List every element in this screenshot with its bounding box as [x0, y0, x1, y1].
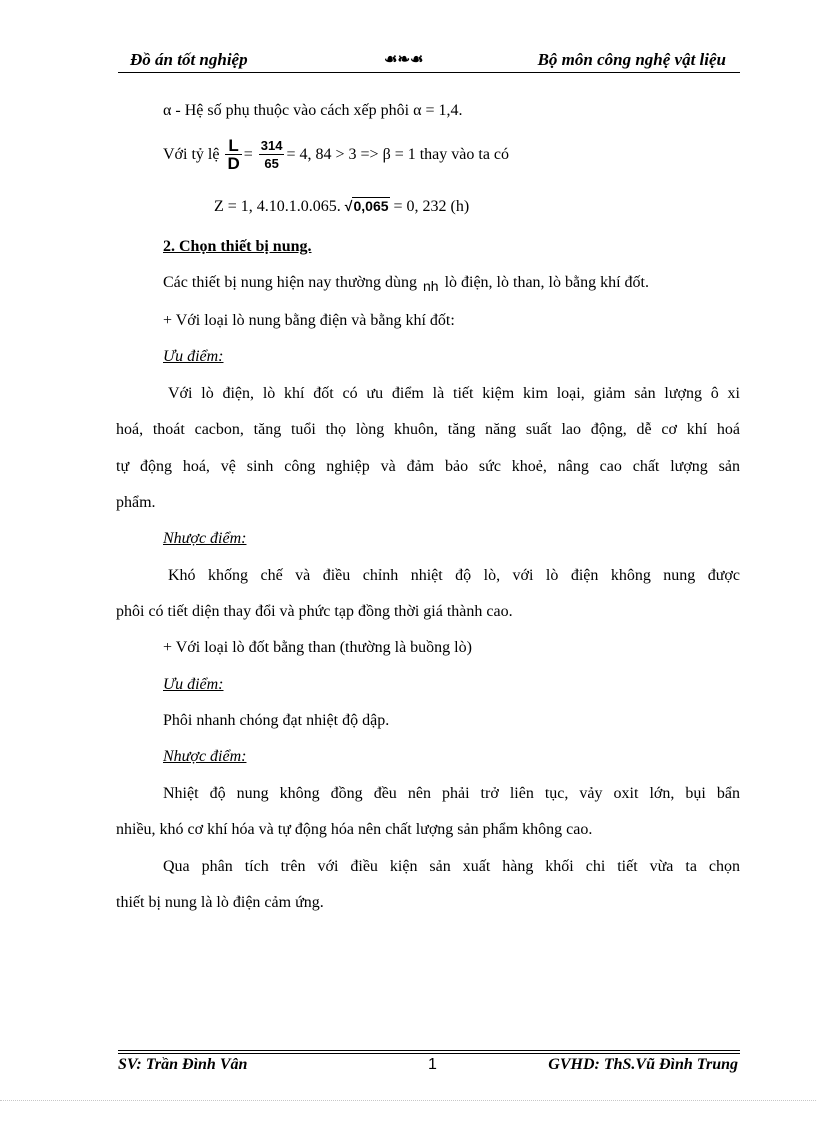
ratio-fraction-ld	[225, 138, 241, 173]
fraction-denominator: D	[227, 154, 240, 173]
sqrt-radicand: 0,065	[353, 198, 389, 214]
z-formula-prefix: Z = 1, 4.10.1.0.065.	[214, 198, 341, 215]
header-right-title: Bộ môn công nghệ vật liệu	[537, 50, 726, 69]
header-rule	[118, 72, 740, 73]
paragraph-2-line-1: Khó khống chế và điều chỉnh nhiệt độ lò, với lò điện không nung được	[168, 567, 740, 584]
square-root	[345, 197, 390, 214]
disadvantages-label-1: Nhược điểm:	[163, 530, 247, 547]
sqrt-sign-icon: √	[344, 198, 353, 214]
page-bottom-dotted-rule	[0, 1100, 816, 1101]
paragraph-4-line-1: Nhiệt độ nung không đồng đều nên phải trở liên tục, vảy oxit lớn, bụi bẩn	[163, 785, 740, 802]
coal-furnace-line: + Với loại lò đốt bằng than (thường là buồng lò)	[163, 639, 472, 656]
fraction-numerator: 314	[260, 138, 283, 153]
subscript-nh: nh	[422, 278, 439, 294]
disadvantages-label-2: Nhược điểm:	[163, 748, 247, 765]
z-formula-line	[214, 198, 469, 216]
advantages-label-2: Ưu điểm:	[163, 676, 224, 693]
z-formula-suffix: = 0, 232 (h)	[393, 198, 470, 215]
footer-rule-bottom	[118, 1053, 740, 1054]
paragraph-1-line-2: hoá, thoát cacbon, tăng tuổi thọ lòng khuôn, tăng năng suất lao động, dễ cơ khí hoá	[116, 421, 740, 438]
footer-rule-top	[118, 1050, 740, 1051]
paragraph-2-line-2: phôi có tiết diện thay đổi và phức tạp đồng thời giá thành cao.	[116, 603, 513, 620]
paragraph-1-line-3: tự động hoá, vệ sinh công nghiệp và đảm bảo sức khoẻ, nâng cao chất lượng sản	[116, 458, 740, 475]
page-header	[118, 48, 740, 72]
header-ornament: ☙❧☙	[384, 52, 424, 68]
equals-sign: =	[243, 146, 253, 164]
header-left-title: Đồ án tốt nghiệp	[130, 50, 248, 69]
ratio-prefix: Với tỷ lệ	[163, 146, 220, 164]
paragraph-3: Phôi nhanh chóng đạt nhiệt độ dập.	[163, 712, 390, 729]
paragraph-5-line-2: thiết bị nung là lò điện cảm ứng.	[116, 894, 324, 911]
equipment-intro-a: Các thiết bị nung hiện nay thường dùng	[163, 274, 417, 291]
ratio-suffix: = 4, 84 > 3 => β = 1 thay vào ta có	[286, 146, 510, 164]
footer-student: SV: Trần Đình Vân	[118, 1056, 248, 1073]
paragraph-1-line-4: phẩm.	[116, 494, 156, 511]
alpha-line: α - Hệ số phụ thuộc vào cách xếp phôi α = 1,4.	[163, 102, 463, 119]
equipment-intro-b: lò điện, lò than, lò bằng khí đốt.	[444, 274, 649, 291]
paragraph-5-line-1: Qua phân tích trên với điều kiện sản xuất hàng khối chi tiết vừa ta chọn	[163, 858, 740, 875]
paragraph-1-line-1: Với lò điện, lò khí đốt có ưu điểm là tiết kiệm kim loại, giảm sản lượng ô xi	[168, 385, 740, 402]
page-number: 1	[428, 1056, 437, 1073]
ratio-line	[163, 138, 509, 173]
advantages-label-1: Ưu điểm:	[163, 348, 224, 365]
paragraph-4-line-2: nhiều, khó cơ khí hóa và tự động hóa nên chất lượng sản phẩm không cao.	[116, 821, 593, 838]
equipment-intro-line	[163, 274, 649, 292]
fraction-denominator: 65	[264, 156, 279, 171]
footer-supervisor: GVHD: ThS.Vũ Đình Trung	[548, 1056, 738, 1073]
page-footer	[118, 1056, 740, 1078]
fraction-numerator: L	[225, 138, 241, 155]
electric-gas-line: + Với loại lò nung bằng điện và bằng khí đốt:	[163, 312, 455, 329]
ratio-fraction-values	[259, 138, 285, 173]
section-heading: 2. Chọn thiết bị nung.	[163, 238, 312, 255]
